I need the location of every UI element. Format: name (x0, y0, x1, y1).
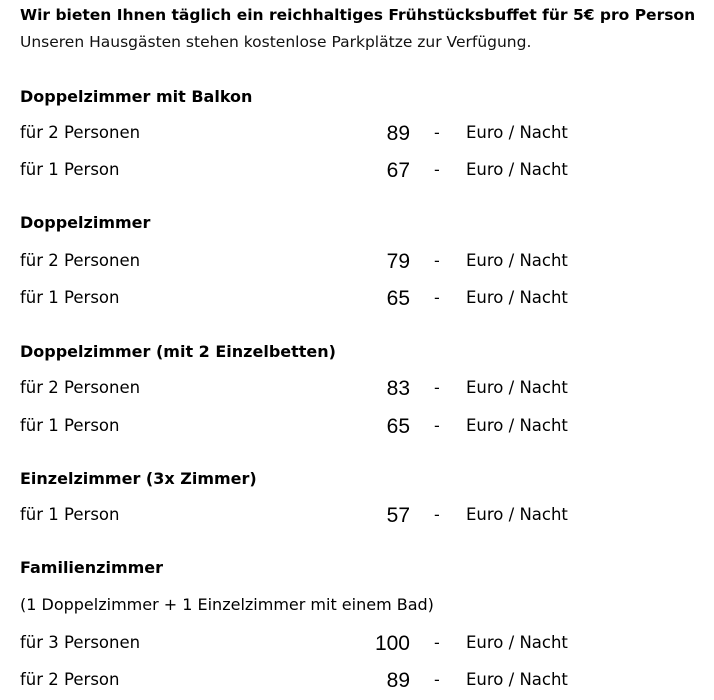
rate-unit: Euro / Nacht (466, 123, 568, 142)
room-heading-family: Familienzimmer (20, 558, 164, 577)
rate-price: 89 (386, 669, 410, 692)
rate-price: 65 (386, 415, 410, 438)
rate-unit: Euro / Nacht (466, 378, 568, 397)
room-heading-double: Doppelzimmer (20, 213, 151, 232)
rate-price: 89 (386, 122, 410, 145)
rate-occupancy: für 1 Person (20, 288, 120, 307)
rate-dash: - (434, 123, 440, 142)
rate-unit: Euro / Nacht (466, 670, 568, 689)
rate-dash: - (434, 288, 440, 307)
rate-unit: Euro / Nacht (466, 505, 568, 524)
room-heading-balcony: Doppelzimmer mit Balkon (20, 87, 253, 106)
rate-dash: - (434, 633, 440, 652)
rate-unit: Euro / Nacht (466, 251, 568, 270)
rate-unit: Euro / Nacht (466, 288, 568, 307)
rate-price: 79 (386, 250, 410, 273)
parking-info: Unseren Hausgästen stehen kostenlose Parkplätze zur Verfügung. (20, 33, 532, 51)
breakfast-info: Wir bieten Ihnen täglich ein reichhaltiges Frühstücksbuffet für 5€ pro Person (20, 6, 696, 24)
rate-dash: - (434, 416, 440, 435)
rate-price: 57 (386, 504, 410, 527)
rate-price: 67 (386, 159, 410, 182)
rate-occupancy: für 2 Person (20, 670, 120, 689)
rate-price: 83 (386, 377, 410, 400)
rate-dash: - (434, 251, 440, 270)
room-heading-twin: Doppelzimmer (mit 2 Einzelbetten) (20, 342, 336, 361)
room-note-family: (1 Doppelzimmer + 1 Einzelzimmer mit einem Bad) (20, 595, 434, 614)
rate-occupancy: für 1 Person (20, 160, 120, 179)
rate-unit: Euro / Nacht (466, 633, 568, 652)
rate-dash: - (434, 378, 440, 397)
rate-unit: Euro / Nacht (466, 160, 568, 179)
rate-dash: - (434, 505, 440, 524)
rate-price: 100 (374, 632, 410, 655)
rate-dash: - (434, 160, 440, 179)
rate-unit: Euro / Nacht (466, 416, 568, 435)
rate-occupancy: für 2 Personen (20, 378, 141, 397)
rate-occupancy: für 1 Person (20, 416, 120, 435)
rate-occupancy: für 2 Personen (20, 251, 141, 270)
rate-occupancy: für 3 Personen (20, 633, 141, 652)
rate-occupancy: für 2 Personen (20, 123, 141, 142)
rate-price: 65 (386, 287, 410, 310)
room-heading-single: Einzelzimmer (3x Zimmer) (20, 469, 257, 488)
rate-dash: - (434, 670, 440, 689)
rate-occupancy: für 1 Person (20, 505, 120, 524)
